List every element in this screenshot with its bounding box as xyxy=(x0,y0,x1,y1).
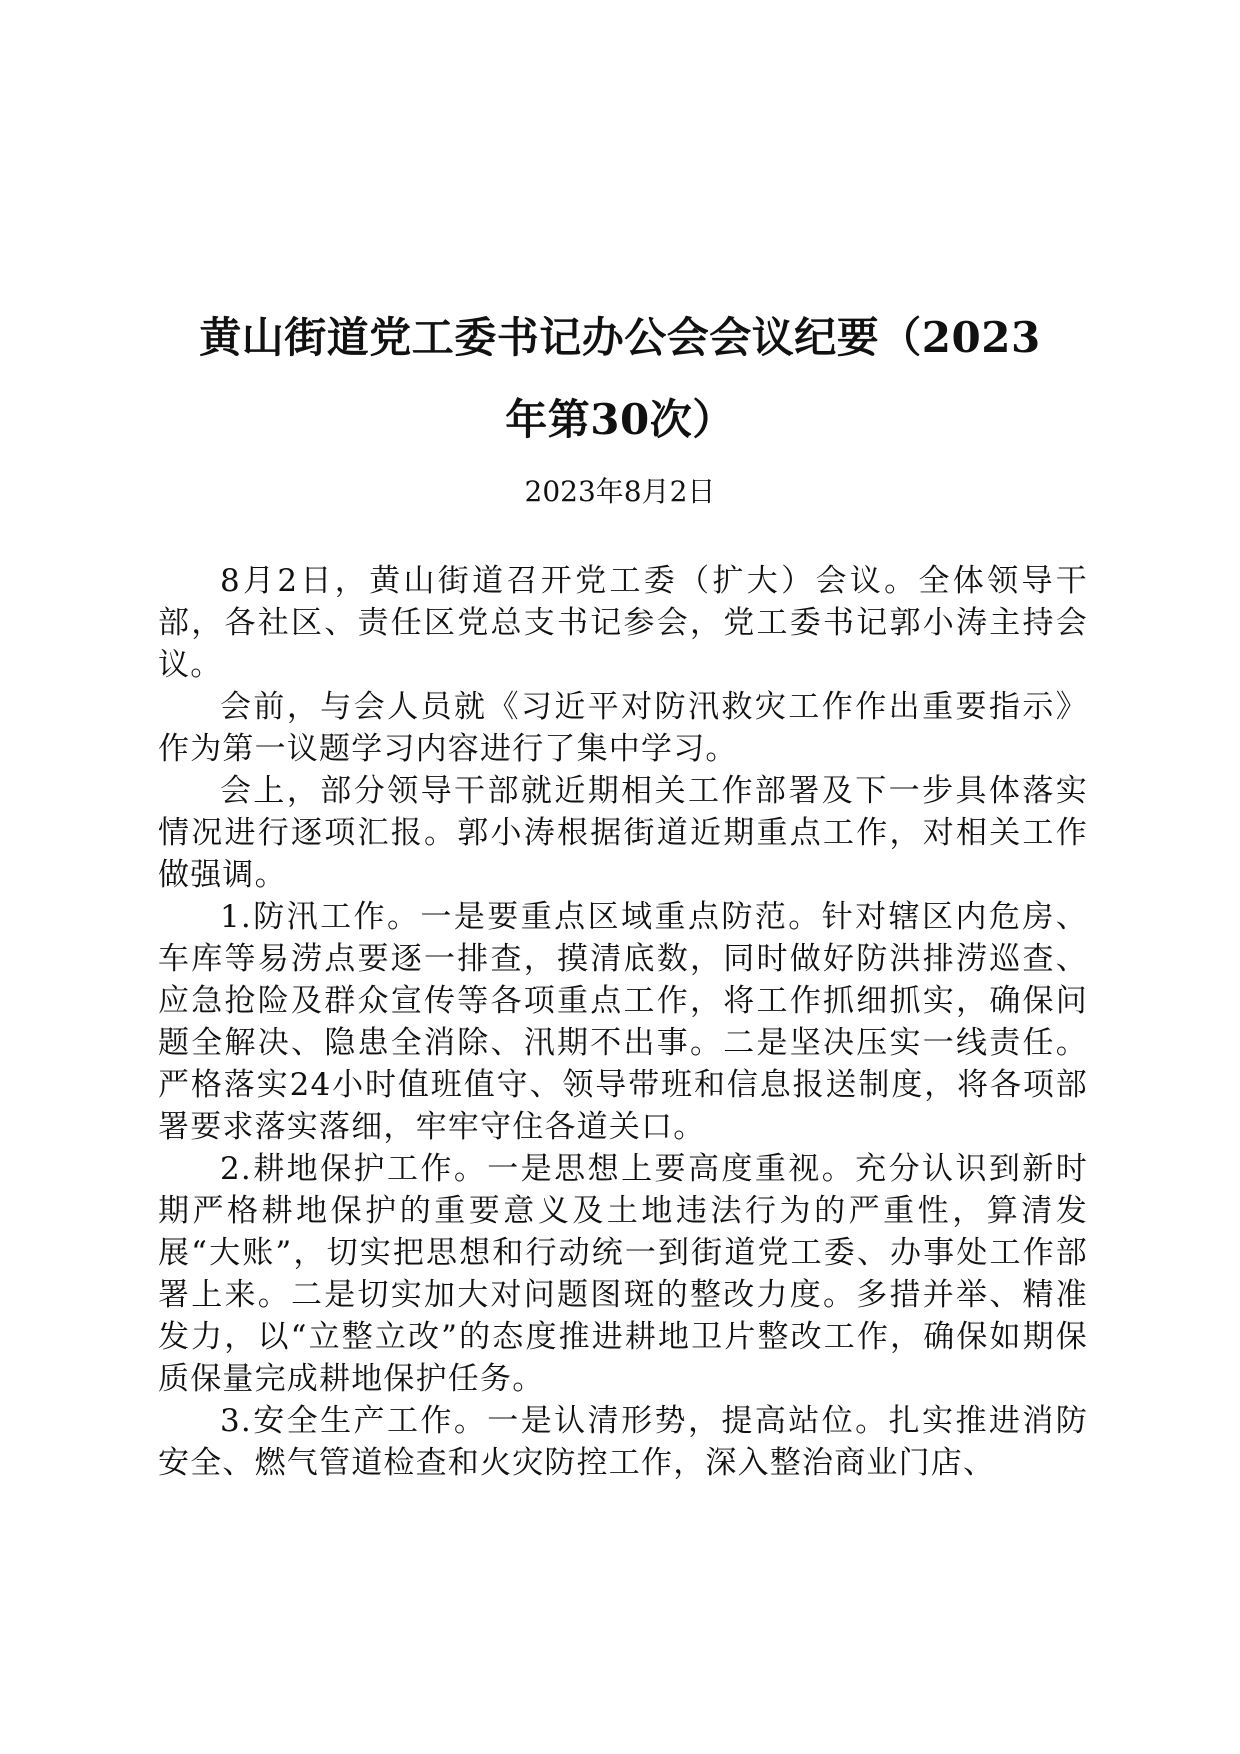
meeting-date: 2023年8月2日 xyxy=(524,475,716,508)
title-line-2: 年第30次） xyxy=(505,395,735,444)
paragraph-meeting-reports: 会上，部分领导干部就近期相关工作部署及下一步具体落实情况进行逐项汇报。郭小涛根据街道近期重点工作，对相关工作做强调。 xyxy=(158,773,1088,893)
paragraph-work-safety: 3.安全生产工作。一是认清形势，提高站位。扎实推进消防安全、燃气管道检查和火灾防控工作，深入整治商业门店、 xyxy=(158,1403,1088,1481)
title-line-1: 黄山街道党工委书记办公会会议纪要（2023 xyxy=(199,313,1041,362)
paragraph-farmland-protection: 2.耕地保护工作。一是思想上要高度重视。充分认识到新时期严格耕地保护的重要意义及土地违法行为的严重性，算清发展“大账”，切实把思想和行动统一到街道党工委、办事处工作部署上来。二是切实加大对问题图斑的整改力度。多措并举、精准发力，以“立整立改”的态度推进耕地卫片整改工作，确保如期保质保量完成耕地保护任务。 xyxy=(158,1151,1088,1397)
document-body xyxy=(158,560,1088,1484)
paragraph-flood-control: 1.防汛工作。一是要重点区域重点防范。针对辖区内危房、车库等易涝点要逐一排查，摸清底数，同时做好防洪排涝巡查、应急抢险及群众宣传等各项重点工作，将工作抓细抓实，确保问题全解决、隐患全消除、汛期不出事。二是坚决压实一线责任。严格落实24小时值班值守、领导带班和信息报送制度，将各项部署要求落实落细，牢牢守住各道关口。 xyxy=(158,899,1088,1145)
paragraph-pre-meeting-study: 会前，与会人员就《习近平对防汛救灾工作作出重要指示》作为第一议题学习内容进行了集中学习。 xyxy=(158,689,1088,767)
paragraph-opening: 8月2日，黄山街道召开党工委（扩大）会议。全体领导干部，各社区、责任区党总支书记参会，党工委书记郭小涛主持会议。 xyxy=(158,563,1088,683)
document-title xyxy=(130,297,1110,461)
